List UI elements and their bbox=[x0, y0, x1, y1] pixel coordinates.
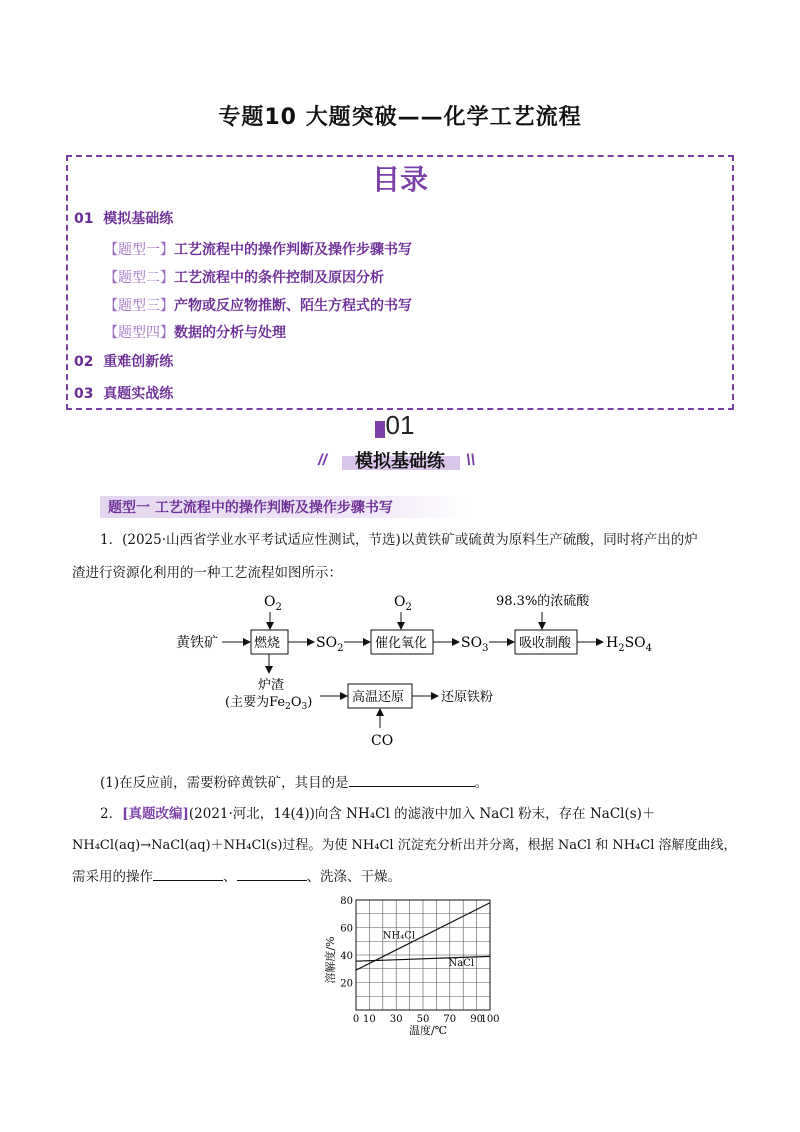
toc-subitem-label: 工艺流程中的操作判断及操作步骤书写 bbox=[174, 242, 412, 258]
o2-label-b: $O_2$ bbox=[394, 594, 412, 613]
process-flow-diagram bbox=[170, 585, 670, 750]
q1-sub1-text: (1)在反应前，需要粉碎黄铁矿，其目的是 bbox=[100, 775, 349, 791]
toc-item-3[interactable] bbox=[74, 383, 173, 403]
q1-line1: 1．(2025·山西省学业水平考试适应性测试，节选)以黄铁矿或硫黄为原料生产硫酸，同时将产出的炉 bbox=[100, 532, 698, 548]
q2-num: 2． bbox=[100, 806, 123, 822]
q1-sub1 bbox=[100, 772, 740, 793]
burn-label: 燃烧 bbox=[254, 636, 281, 651]
q2-text-1: (2021·河北，14(4))向含 NH₄Cl 的滤液中加入 NaCl 粉末，存在 NaCl(s)＋ bbox=[188, 806, 656, 822]
series-label: NaCl bbox=[448, 958, 475, 969]
slag-label: 炉渣 bbox=[258, 678, 285, 693]
toc-subitem-4[interactable] bbox=[104, 322, 286, 342]
toc-subitem-label: 工艺流程中的条件控制及原因分析 bbox=[174, 270, 384, 286]
x-tick-label: 90 bbox=[470, 1014, 483, 1025]
answer-blank[interactable] bbox=[349, 772, 475, 787]
slash-right-icon: \\ bbox=[466, 452, 475, 469]
page-title: 专题10 大题突破——化学工艺流程 bbox=[218, 105, 582, 130]
x-tick-label: 100 bbox=[480, 1014, 500, 1025]
q2-tag: [真题改编] bbox=[122, 806, 189, 822]
solubility-chart bbox=[320, 892, 520, 1037]
series-label: NH₄Cl bbox=[382, 930, 416, 942]
toc-item-label: 重难创新练 bbox=[103, 354, 174, 370]
y-axis-label: 溶解度/% bbox=[324, 936, 337, 984]
toc-subitem-tag: 【题型三】 bbox=[104, 298, 174, 314]
h2so4-label: $H_2SO_4$ bbox=[606, 635, 653, 654]
q2-line2: NH₄Cl(aq)→NaCl(aq)＋NH₄Cl(s)过程。为使 NH₄Cl 沉淀充分析出并分离，根据 NaCl 和 NH₄Cl 溶解度曲线， bbox=[72, 838, 737, 853]
acid-label: 98.3%的浓硫酸 bbox=[496, 594, 590, 609]
q2-sep: 、 bbox=[223, 869, 237, 885]
so3-label: $SO_3$ bbox=[461, 635, 489, 654]
y-tick-label: 80 bbox=[340, 896, 353, 907]
q2-line1 bbox=[100, 804, 740, 824]
toc-subitem-2[interactable] bbox=[104, 267, 384, 287]
so2-label: $SO_2$ bbox=[316, 635, 344, 654]
q2-line3 bbox=[72, 866, 732, 887]
toc-subitem-tag: 【题型一】 bbox=[104, 242, 174, 258]
toc-subitem-label: 数据的分析与处理 bbox=[174, 325, 286, 341]
pyrite-label: 黄铁矿 bbox=[176, 635, 218, 651]
q2-text-3-end: 、洗涤、干燥。 bbox=[306, 869, 401, 885]
x-axis-label: 温度/℃ bbox=[408, 1024, 448, 1037]
q1-sub1-end: 。 bbox=[474, 775, 489, 791]
slag-note: (主要为$Fe_2O_3$) bbox=[225, 695, 313, 712]
y-tick-label: 20 bbox=[340, 978, 353, 990]
product-label: 还原铁粉 bbox=[441, 690, 494, 705]
toc-item-2[interactable] bbox=[74, 351, 173, 371]
x-tick-label: 30 bbox=[389, 1014, 403, 1025]
y-tick-label: 60 bbox=[340, 923, 353, 935]
toc-item-1[interactable] bbox=[74, 208, 173, 228]
toc-subitem-tag: 【题型二】 bbox=[104, 270, 174, 286]
type-heading: 题型一 工艺流程中的操作判断及操作步骤书写 bbox=[108, 500, 393, 516]
toc-item-label: 模拟基础练 bbox=[103, 211, 174, 227]
absorb-label: 吸收制酸 bbox=[519, 636, 572, 651]
co-label: CO bbox=[371, 733, 394, 749]
toc-item-num: 01 bbox=[74, 211, 94, 227]
chart-grid bbox=[356, 900, 490, 1010]
section-label: 模拟基础练 bbox=[355, 451, 445, 472]
x-tick-label: 0 bbox=[352, 1014, 360, 1025]
toc-subitem-label: 产物或反应物推断、陌生方程式的书写 bbox=[174, 298, 412, 314]
toc-heading: 目录 bbox=[371, 163, 428, 196]
x-tick-label: 50 bbox=[416, 1014, 430, 1025]
slash-left-icon: // bbox=[318, 452, 327, 469]
toc-item-num: 03 bbox=[74, 386, 94, 402]
toc-subitem-1[interactable] bbox=[104, 239, 412, 259]
q2-text-3: 需采用的操作 bbox=[72, 869, 153, 885]
catox-label: 催化氧化 bbox=[375, 636, 428, 651]
y-tick-label: 40 bbox=[340, 951, 353, 962]
answer-blank-2[interactable] bbox=[237, 866, 307, 881]
toc-subitem-3[interactable] bbox=[104, 295, 412, 315]
reduce-label: 高温还原 bbox=[352, 690, 405, 705]
toc-subitem-tag: 【题型四】 bbox=[104, 325, 174, 341]
section-number: 01 bbox=[385, 410, 415, 440]
q1-line2: 渣进行资源化利用的一种工艺流程如图所示： bbox=[72, 565, 342, 581]
answer-blank-1[interactable] bbox=[153, 866, 223, 881]
toc-item-label: 真题实战练 bbox=[103, 386, 174, 402]
o2-label-a: $O_2$ bbox=[264, 594, 282, 613]
toc-item-num: 02 bbox=[74, 354, 94, 370]
x-tick-label: 10 bbox=[363, 1014, 376, 1025]
x-tick-label: 70 bbox=[443, 1014, 457, 1025]
